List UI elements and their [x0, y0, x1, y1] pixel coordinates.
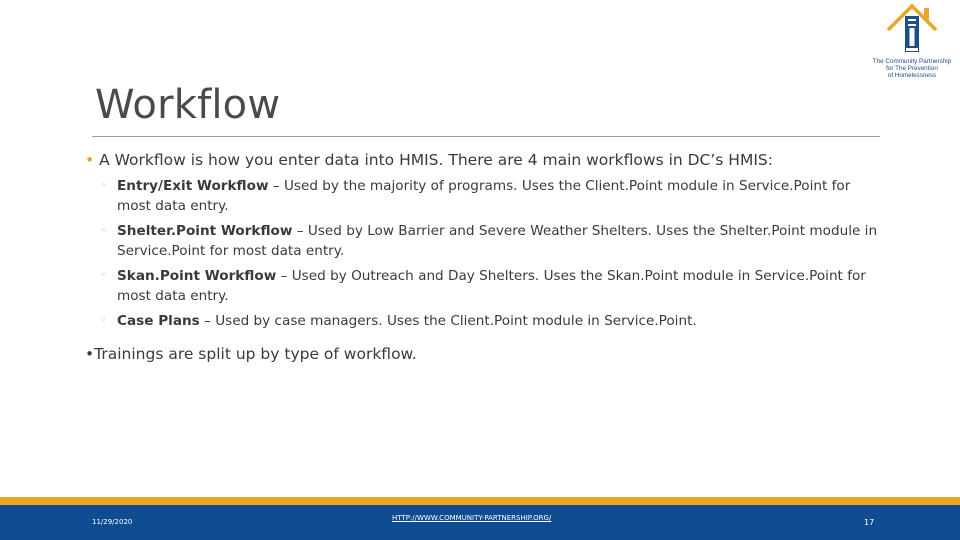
list-item	[101, 311, 881, 331]
logo-line-1: The Community Partnership	[872, 58, 952, 65]
bullet-dot-icon: •	[85, 345, 95, 363]
circle-bullet-icon: ◦	[101, 181, 107, 191]
circle-bullet-icon: ◦	[101, 226, 107, 236]
circle-bullet-icon: ◦	[101, 316, 107, 326]
bullet-dot-icon: •	[85, 151, 95, 169]
workflow-term: Entry/Exit Workflow	[117, 178, 269, 194]
main-bullet-workflows	[85, 151, 885, 169]
workflow-term: Shelter.Point Workflow	[117, 223, 293, 239]
slide-title: Workflow	[95, 82, 281, 128]
workflow-term: Case Plans	[117, 313, 200, 329]
footer-bar	[0, 505, 960, 540]
bullet1-text: A Workflow is how you enter data into HMIS. There are 4 main workflows in DC’s HMIS:	[99, 151, 773, 169]
logo-text	[866, 58, 958, 80]
workflow-description: – Used by Outreach and Day Shelters. Uses the Skan.Point module in Service.Point for most data entry.	[117, 268, 866, 304]
workflow-description: – Used by Low Barrier and Severe Weather Shelters. Uses the Shelter.Point module in Service.Point for most data entry.	[117, 223, 878, 259]
house-logo-icon	[884, 2, 940, 58]
workflow-description: – Used by case managers. Uses the Client.Point module in Service.Point.	[199, 313, 697, 329]
list-item	[101, 176, 881, 216]
workflow-term: Skan.Point Workflow	[117, 268, 277, 284]
bullet2-text: Trainings are split up by type of workflow.	[94, 345, 417, 363]
logo-line-3: of Homelessness	[887, 72, 937, 80]
logo-line-2: for The Prevention	[886, 65, 938, 73]
organization-logo	[866, 2, 958, 82]
circle-bullet-icon: ◦	[101, 271, 107, 281]
title-divider	[92, 136, 880, 137]
page-number: 17	[864, 518, 875, 527]
footer-date: 11/29/2020	[92, 518, 133, 526]
footer-accent-bar	[0, 497, 960, 505]
main-bullet-trainings	[85, 345, 417, 363]
list-item	[101, 266, 881, 306]
workflow-list	[101, 176, 881, 336]
footer-website-link[interactable]: HTTP://WWW.COMMUNITY-PARTNERSHIP.ORG/	[392, 514, 552, 522]
list-item	[101, 221, 881, 261]
workflow-description: – Used by the majority of programs. Uses the Client.Point module in Service.Point for most data entry.	[117, 178, 851, 214]
